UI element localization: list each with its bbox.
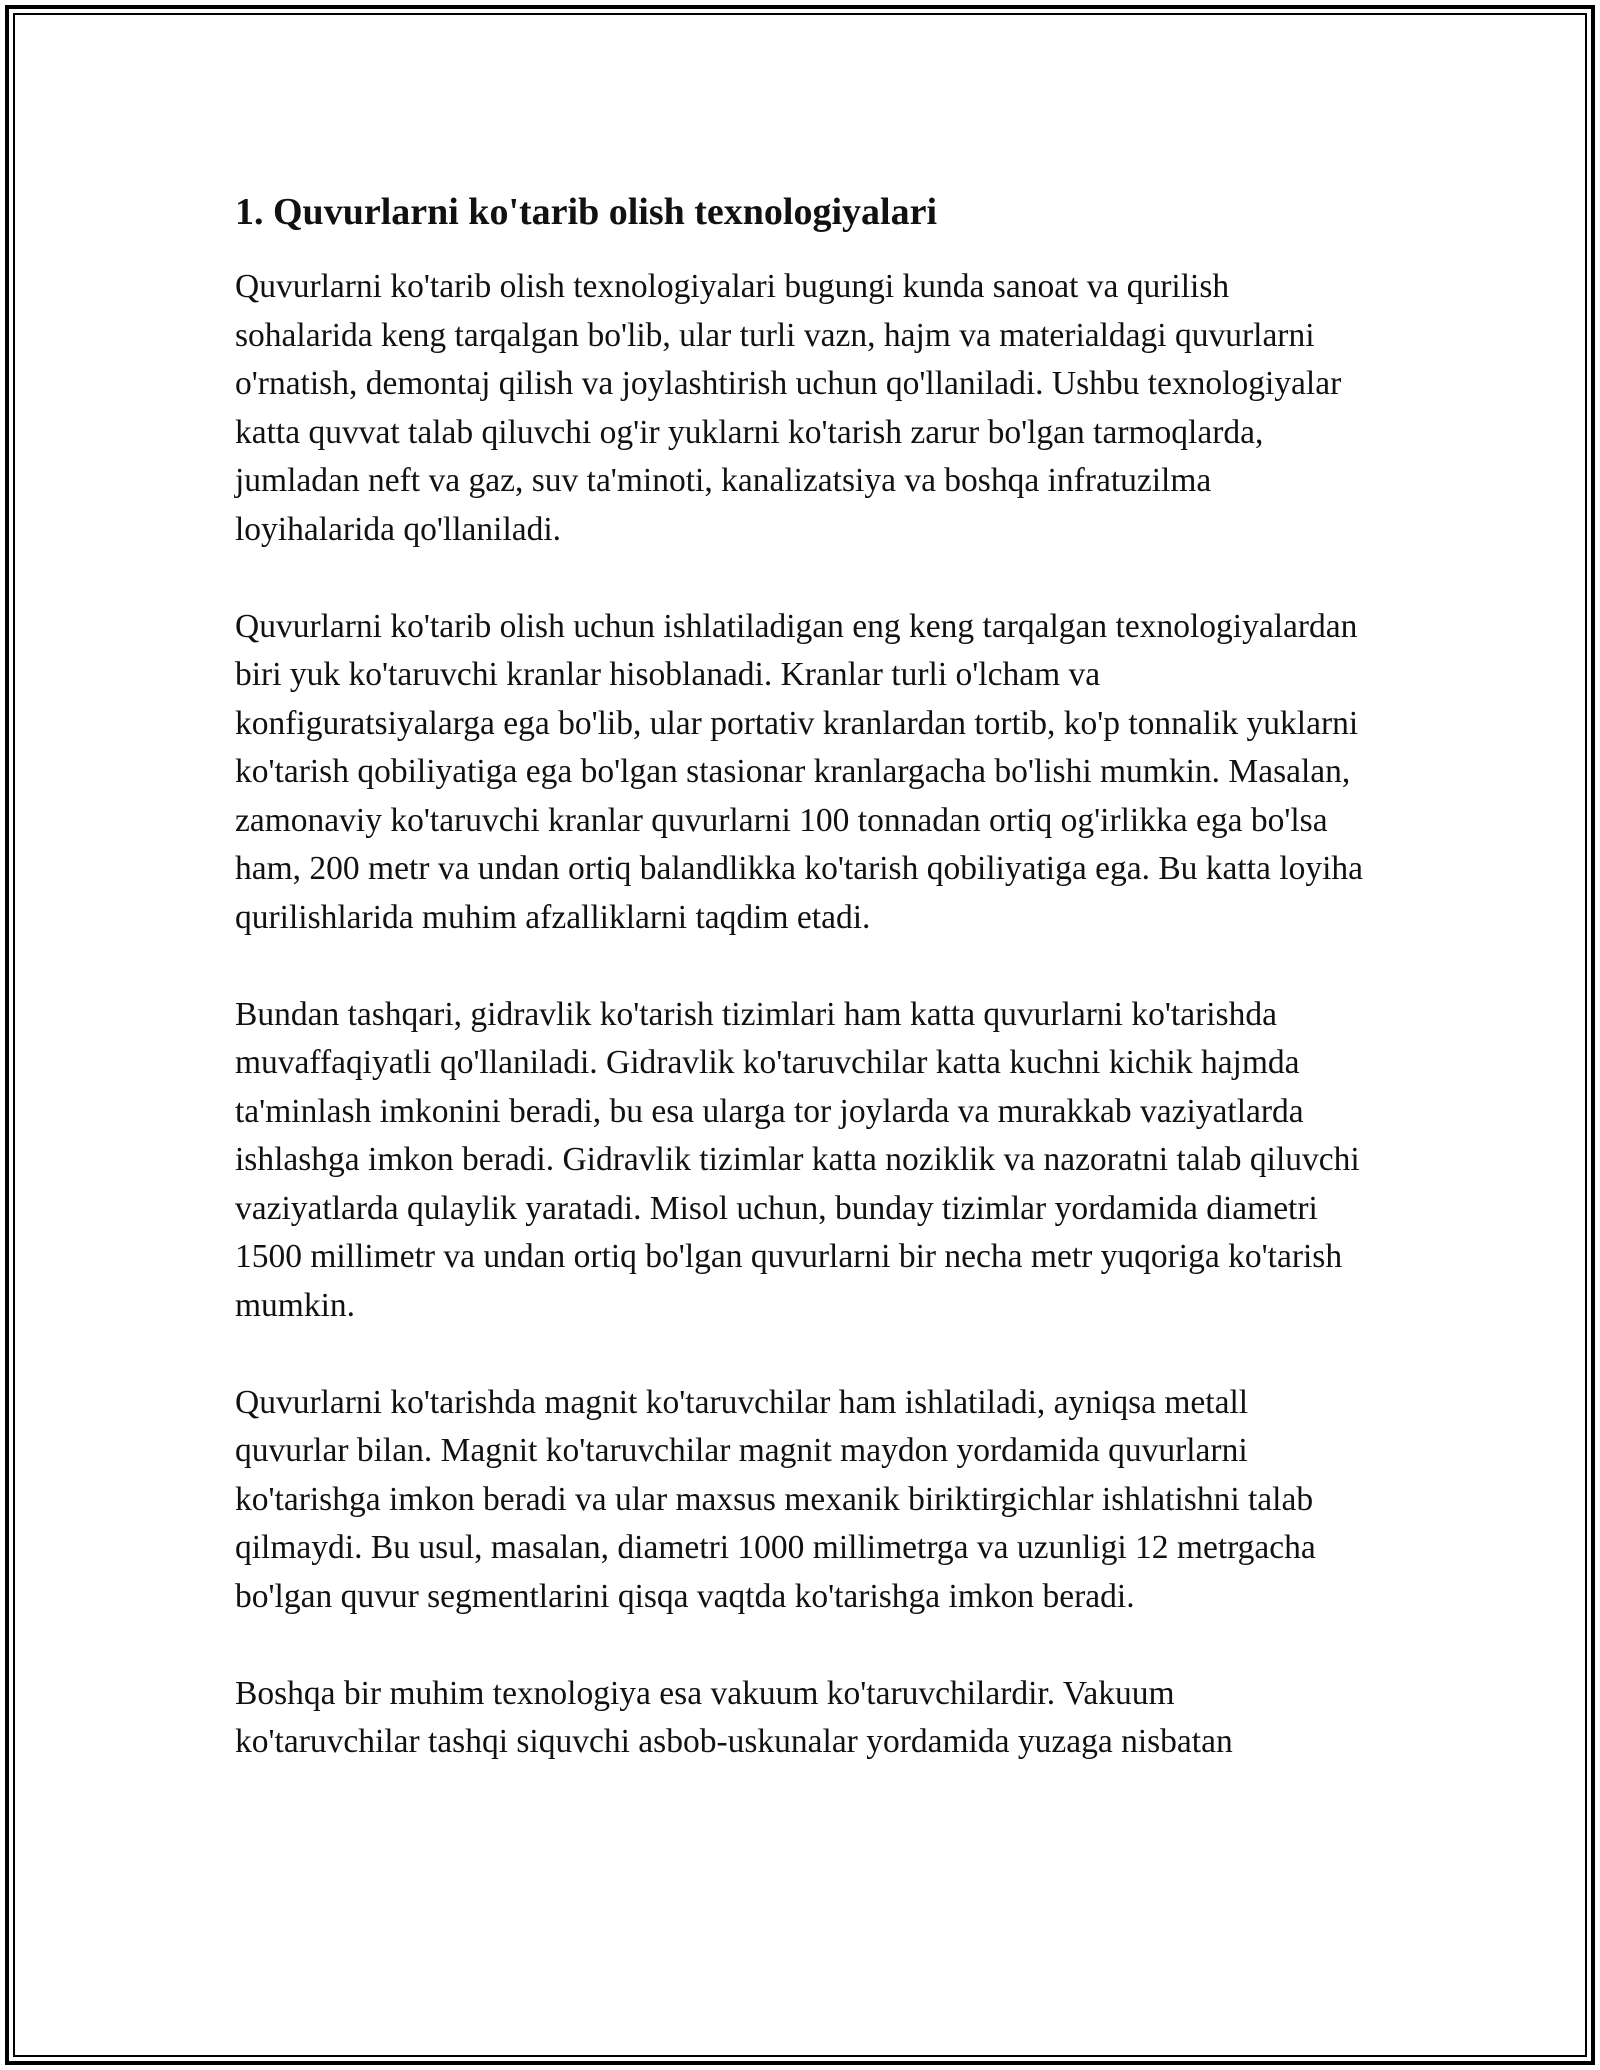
- paragraph-4: Quvurlarni ko'tarishda magnit ko'taruvchilar ham ishlatiladi, ayniqsa metall quvurlar bilan. Magnit ko'taruvchilar magnit maydon yordamida quvurlarni ko'tarishga imkon beradi va ular maxsus mexanik biriktirgichlar ishlatishni talab qilmaydi. Bu usul, masalan, diametri 1000 millimetrga va uzunligi 12 metrgacha bo'lgan quvur segmentlarini qisqa vaqtda ko'tarishga imkon beradi.: [235, 1383, 1316, 1615]
- paragraph-5: Boshqa bir muhim texnologiya esa vakuum ko'taruvchilardir. Vakuum ko'taruvchilar tashqi siquvchi asbob-uskunalar yordamida yuzaga nisbatan: [235, 1674, 1233, 1760]
- section-heading: 1. Quvurlarni ko'tarib olish texnologiyalari: [235, 191, 937, 233]
- document-body: [235, 187, 1365, 1815]
- paragraph-1: Quvurlarni ko'tarib olish texnologiyalari bugungi kunda sanoat va qurilish sohalarida keng tarqalgan bo'lib, ular turli vazn, hajm va materialdagi quvurlarni o'rnatish, demontaj qilish va joylashtirish uchun qo'llaniladi. Ushbu texnologiyalar katta quvvat talab qiluvchi og'ir yuklarni ko'tarish zarur bo'lgan tarmoqlarda, jumladan neft va gaz, suv ta'minoti, kanalizatsiya va boshqa infratuzilma loyihalarida qo'llaniladi.: [235, 268, 1342, 548]
- paragraph-3: Bundan tashqari, gidravlik ko'tarish tizimlari ham katta quvurlarni ko'tarishda muvaffaqiyatli qo'llaniladi. Gidravlik ko'taruvchilar katta kuchni kichik hajmda ta'minlash imkonini beradi, bu esa ularga tor joylarda va murakkab vaziyatlarda ishlashga imkon beradi. Gidravlik tizimlar katta noziklik va nazoratni talab qiluvchi vaziyatlarda qulaylik yaratadi. Misol uchun, bunday tizimlar yordamida diametri 1500 millimetr va undan ortiq bo'lgan quvurlarni bir necha metr yuqoriga ko'tarish mumkin.: [235, 995, 1360, 1324]
- paragraph-2: Quvurlarni ko'tarib olish uchun ishlatiladigan eng keng tarqalgan texnologiyalardan biri yuk ko'taruvchi kranlar hisoblanadi. Kranlar turli o'lcham va konfiguratsiyalarga ega bo'lib, ular portativ kranlardan tortib, ko'p tonnalik yuklarni ko'tarish qobiliyatiga ega bo'lgan stasionar kranlargacha bo'lishi mumkin. Masalan, zamonaviy ko'taruvchi kranlar quvurlarni 100 tonnadan ortiq og'irlikka ega bo'lsa ham, 200 metr va undan ortiq balandlikka ko'tarish qobiliyatiga ega. Bu katta loyiha qurilishlarida muhim afzalliklarni taqdim etadi.: [235, 607, 1364, 936]
